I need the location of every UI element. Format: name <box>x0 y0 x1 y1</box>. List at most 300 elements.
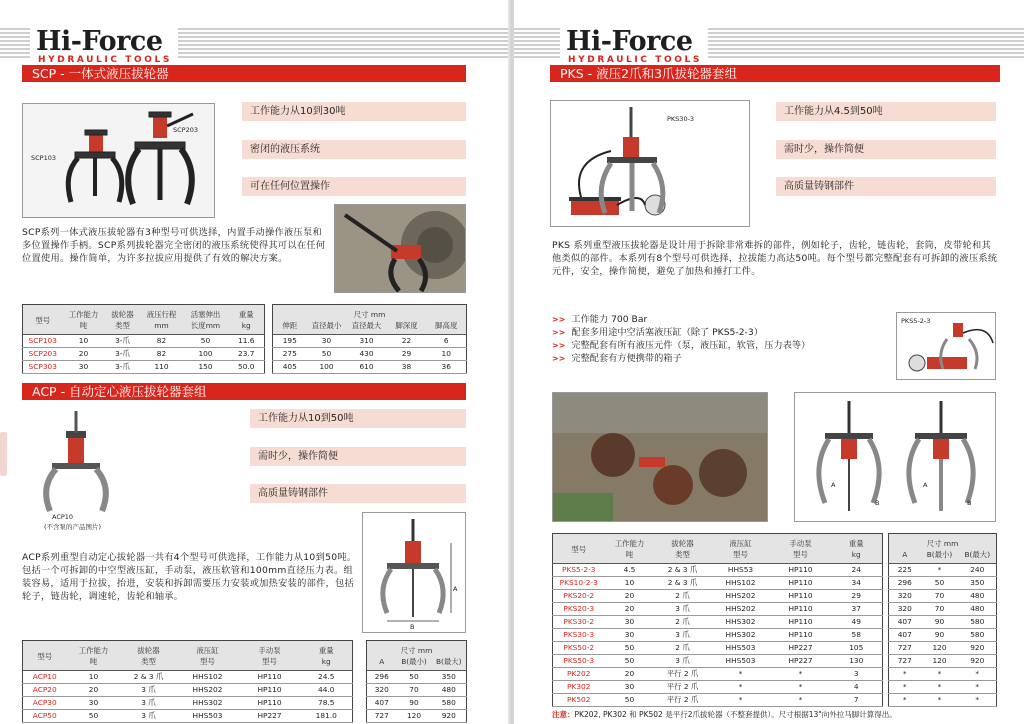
pks-th-weight: 重量 kg <box>831 534 883 564</box>
table-row <box>889 642 997 655</box>
left-page <box>0 0 510 724</box>
table-cell: 11.6 <box>229 335 265 348</box>
table-cell: HP110 <box>771 564 831 577</box>
list-item <box>552 352 892 365</box>
table-cell: 2 & 3 爪 <box>655 577 711 590</box>
table-row <box>23 671 353 684</box>
table-cell: 4 <box>831 681 883 694</box>
table-row <box>553 603 883 616</box>
table-cell: 580 <box>959 629 997 642</box>
bullet-arrow-icon: >> <box>552 354 566 363</box>
table-cell: HHS202 <box>711 590 771 603</box>
table-cell: 240 <box>959 564 997 577</box>
table-cell: 407 <box>367 697 397 710</box>
acp-th-type: 拔轮器 类型 <box>121 641 177 671</box>
table-cell: 30 <box>605 629 655 642</box>
table-cell: 平行 2 爪 <box>655 668 711 681</box>
table-cell: 580 <box>432 697 467 710</box>
acp-th-pump: 手动泵 型号 <box>239 641 301 671</box>
table-cell: 320 <box>889 603 921 616</box>
model-cell: PK302 <box>553 681 605 694</box>
table-row <box>367 684 467 697</box>
scp-feature-2: 密闭的液压系统 <box>242 140 466 159</box>
table-cell: 120 <box>921 642 959 655</box>
brand-tagline: HYDRAULIC TOOLS <box>568 55 702 65</box>
table-cell: 78.5 <box>301 697 353 710</box>
model-cell: ACP30 <box>23 697 67 710</box>
table-cell: HHS202 <box>177 684 239 697</box>
table-cell: 50 <box>605 655 655 668</box>
acp-dim-th: B(最小) <box>397 656 432 671</box>
pks-th-capacity: 工作能力 吨 <box>605 534 655 564</box>
table-cell: 24.5 <box>301 671 353 684</box>
table-cell: 3 爪 <box>121 697 177 710</box>
table-cell: 480 <box>959 603 997 616</box>
table-cell: 70 <box>397 684 432 697</box>
model-cell: ACP50 <box>23 710 67 723</box>
table-cell: 29 <box>387 348 427 361</box>
acp-product-photo <box>22 407 132 533</box>
table-cell: 320 <box>367 684 397 697</box>
table-cell: HP227 <box>771 642 831 655</box>
table-cell: 30 <box>307 335 347 348</box>
pks-feature-2: 需时少，操作简便 <box>776 140 996 159</box>
table-cell: HHS102 <box>711 577 771 590</box>
pks-section-title: PKS - 液压2爪和3爪拔轮器套组 <box>550 65 1000 82</box>
table-cell: 405 <box>273 361 307 374</box>
table-cell: 296 <box>889 577 921 590</box>
table-cell: 30 <box>63 361 105 374</box>
bullet-arrow-icon: >> <box>552 315 566 324</box>
table-cell: * <box>921 668 959 681</box>
model-cell: PKS10-2-3 <box>553 577 605 590</box>
table-cell: 7 <box>831 694 883 707</box>
acp-dimension-diagram <box>362 512 466 633</box>
pks-product-photo <box>550 100 750 227</box>
scp-dimension-table <box>272 304 467 374</box>
acp-th-model: 型号 <box>23 641 67 671</box>
acp-dim-th: A <box>367 656 397 671</box>
table-row <box>23 684 353 697</box>
table-cell: 150 <box>183 361 229 374</box>
diagram-label-b-2: B <box>967 499 972 507</box>
scp-feature-3: 可在任何位置操作 <box>242 177 466 196</box>
table-cell: 90 <box>397 697 432 710</box>
table-cell: 3-爪 <box>105 348 141 361</box>
diagram-label-a: A <box>831 481 836 489</box>
table-cell: 22 <box>387 335 427 348</box>
table-cell: HP227 <box>771 655 831 668</box>
table-cell: 3 爪 <box>655 655 711 668</box>
table-cell: 610 <box>347 361 387 374</box>
table-cell: 110 <box>141 361 183 374</box>
table-cell: 480 <box>432 684 467 697</box>
table-cell: 90 <box>921 629 959 642</box>
list-item <box>552 339 892 352</box>
bullet-text: 工作能力 700 Bar <box>571 314 648 325</box>
table-cell: 727 <box>889 655 921 668</box>
table-cell: 430 <box>347 348 387 361</box>
table-cell: HHS302 <box>711 629 771 642</box>
table-cell: 20 <box>67 684 121 697</box>
table-row <box>553 616 883 629</box>
acp-description: ACP系列重型自动定心拔轮器一共有4个型号可供选择，工作能力从10到50吨。包括一个可拆卸的中空型液压缸，手动泵，液压软管和100mm直径压力表。组装容易，适用于拉拔，抬进，安装和拆卸需要压力安装或加热安装的部件，包括轮子，链齿轮，调速轮，齿轮和轴承。 <box>22 552 357 602</box>
model-cell: ACP20 <box>23 684 67 697</box>
table-cell: 34 <box>831 577 883 590</box>
pks5-2-3-label: PKS5-2-3 <box>901 317 931 325</box>
table-cell: HP110 <box>239 671 301 684</box>
left-page-tab[interactable] <box>0 432 7 476</box>
bullet-arrow-icon: >> <box>552 328 566 337</box>
note-label: 注意： <box>552 710 575 719</box>
table-row <box>23 361 265 374</box>
table-cell: HP110 <box>239 684 301 697</box>
pks-dim-group-header: 尺寸 mm <box>889 534 997 550</box>
table-cell: 90 <box>921 616 959 629</box>
model-cell: PKS20-3 <box>553 603 605 616</box>
table-cell: * <box>889 694 921 707</box>
table-cell: 38 <box>387 361 427 374</box>
brand-logo <box>560 28 708 65</box>
table-cell: 10 <box>605 577 655 590</box>
table-row <box>889 616 997 629</box>
table-cell: 30 <box>67 697 121 710</box>
table-row <box>889 590 997 603</box>
table-cell: 130 <box>831 655 883 668</box>
bullet-arrow-icon: >> <box>552 341 566 350</box>
model-cell: ACP10 <box>23 671 67 684</box>
pks5-2-3-photo <box>896 312 996 380</box>
table-cell: 50 <box>67 710 121 723</box>
scp-th-capacity: 工作能力 吨 <box>63 305 105 335</box>
table-cell: 50 <box>397 671 432 684</box>
scp-spec-table <box>22 304 265 374</box>
model-cell: PKS30-2 <box>553 616 605 629</box>
table-row <box>889 668 997 681</box>
table-cell: HP227 <box>239 710 301 723</box>
model-cell: SCP103 <box>23 335 63 348</box>
table-row <box>553 642 883 655</box>
table-cell: * <box>921 694 959 707</box>
pks-dimension-diagrams <box>794 392 996 522</box>
table-cell: 3 <box>831 668 883 681</box>
diagram-label-a: A <box>453 585 458 593</box>
table-cell: 2 爪 <box>655 616 711 629</box>
table-cell: HP110 <box>771 629 831 642</box>
table-row <box>367 697 467 710</box>
acp-feature-3: 高质量铸钢部件 <box>250 484 466 503</box>
pks-dim-th: B(最小) <box>921 549 959 564</box>
table-cell: * <box>921 564 959 577</box>
table-row <box>553 590 883 603</box>
table-row <box>367 710 467 723</box>
bullet-text: 完整配套有方便携带的箱子 <box>571 353 682 364</box>
model-cell: SCP303 <box>23 361 63 374</box>
pks30-3-label: PKS30-3 <box>667 115 695 123</box>
scp-dim-th: 直径最小 <box>307 320 347 335</box>
table-row <box>553 577 883 590</box>
table-row <box>889 655 997 668</box>
table-cell: 6 <box>427 335 467 348</box>
table-cell: 50 <box>921 577 959 590</box>
table-cell: 407 <box>889 629 921 642</box>
table-cell: HHS503 <box>711 655 771 668</box>
diagram-label-b: B <box>410 623 415 631</box>
table-row <box>553 655 883 668</box>
brand-name: Hi-Force <box>566 26 693 57</box>
table-cell: HHS302 <box>177 697 239 710</box>
pks-dimension-table <box>888 533 997 707</box>
table-cell: 480 <box>959 590 997 603</box>
table-cell: HP110 <box>771 577 831 590</box>
table-cell: HHS202 <box>711 603 771 616</box>
scp-th-extension: 活塞伸出 长度mm <box>183 305 229 335</box>
table-cell: * <box>711 694 771 707</box>
pks-feature-3: 高质量铸钢部件 <box>776 177 996 196</box>
table-cell: 10 <box>67 671 121 684</box>
pks-dim-th: A <box>889 549 921 564</box>
brand-tagline: HYDRAULIC TOOLS <box>38 55 172 65</box>
table-cell: HHS503 <box>711 642 771 655</box>
pks-th-type: 拔轮器 类型 <box>655 534 711 564</box>
table-cell: * <box>959 694 997 707</box>
pks-description: PKS 系列重型液压拔轮器是设计用于拆除非常难拆的部件，例如轮子，齿轮，链齿轮，套筒，皮带轮和其他类似的部件。本系列有8个型号可供选择，拉拔能力高达50吨。每个型号都完整配套有可拆卸的液压系统元件，安全，操作简便，避免了加热和捶打工件。 <box>552 240 998 277</box>
scp203-label: SCP203 <box>173 126 198 134</box>
table-cell: 50 <box>183 335 229 348</box>
table-cell: 120 <box>397 710 432 723</box>
pks-th-model: 型号 <box>553 534 605 564</box>
table-row <box>889 564 997 577</box>
table-cell: 49 <box>831 616 883 629</box>
table-cell: 407 <box>889 616 921 629</box>
acp-spec-table <box>22 640 353 723</box>
table-cell: 920 <box>959 655 997 668</box>
acp-dim-group-header: 尺寸 mm <box>367 641 467 657</box>
table-cell: 50 <box>605 694 655 707</box>
table-cell: 105 <box>831 642 883 655</box>
table-cell: * <box>711 681 771 694</box>
table-cell: * <box>711 668 771 681</box>
table-cell: * <box>959 668 997 681</box>
table-cell: 920 <box>432 710 467 723</box>
table-cell: 2 & 3 爪 <box>655 564 711 577</box>
table-row <box>23 697 353 710</box>
table-row <box>273 335 467 348</box>
table-cell: * <box>771 668 831 681</box>
table-row <box>23 348 265 361</box>
table-row <box>553 564 883 577</box>
scp-dim-th: 脚高度 <box>427 320 467 335</box>
scp-description: SCP系列一体式液压拔轮器有3种型号可供选择，内置手动操作液压泵和多位置操作手柄。SCP系列拔轮器完全密闭的液压系统使得其可以在任何位置使用。操作简单，为许多拉拔应用提供了有效的解决方案。 <box>22 227 326 264</box>
table-cell: 50 <box>307 348 347 361</box>
table-cell: 4.5 <box>605 564 655 577</box>
table-cell: * <box>889 668 921 681</box>
scp-dim-group-header: 尺寸 mm <box>273 305 467 321</box>
table-cell: 50.0 <box>229 361 265 374</box>
bullet-text: 配套多用途中空活塞液压缸（除了 PKS5-2-3） <box>571 327 763 338</box>
table-row <box>553 668 883 681</box>
table-cell: 3 爪 <box>121 684 177 697</box>
table-cell: 20 <box>605 603 655 616</box>
scp-th-model: 型号 <box>23 305 63 335</box>
model-cell: PKS50-2 <box>553 642 605 655</box>
table-cell: 727 <box>889 642 921 655</box>
acp-feature-1: 工作能力从10到50吨 <box>250 409 466 428</box>
table-cell: HP110 <box>771 616 831 629</box>
table-cell: * <box>771 681 831 694</box>
table-cell: HP110 <box>771 590 831 603</box>
table-cell: HHS302 <box>711 616 771 629</box>
table-cell: 2 爪 <box>655 642 711 655</box>
table-row <box>889 694 997 707</box>
table-cell: 10 <box>427 348 467 361</box>
table-cell: 3 爪 <box>655 629 711 642</box>
scp-product-photo <box>22 103 215 218</box>
table-row <box>553 694 883 707</box>
table-cell: 2 & 3 爪 <box>121 671 177 684</box>
acp10-label: ACP10 <box>52 513 74 521</box>
model-cell: PKS20-2 <box>553 590 605 603</box>
table-cell: * <box>889 681 921 694</box>
table-cell: 23.7 <box>229 348 265 361</box>
table-cell: 181.0 <box>301 710 353 723</box>
pks-footnote <box>552 709 1012 720</box>
brand-logo <box>30 28 178 65</box>
table-row <box>273 348 467 361</box>
table-cell: 275 <box>273 348 307 361</box>
acp-photo-caption: (不含泵的产品图片) <box>44 523 102 531</box>
model-cell: PKS50-3 <box>553 655 605 668</box>
table-cell: * <box>921 681 959 694</box>
table-cell: 20 <box>63 348 105 361</box>
table-cell: 20 <box>605 668 655 681</box>
acp-th-weight: 重量 kg <box>301 641 353 671</box>
model-cell: PK202 <box>553 668 605 681</box>
pks-th-cylinder: 液压缸 型号 <box>711 534 771 564</box>
pks-application-photo <box>552 392 768 522</box>
table-cell: * <box>959 681 997 694</box>
diagram-label-a-2: A <box>923 481 928 489</box>
acp-dim-th: B(最大) <box>432 656 467 671</box>
scp103-label: SCP103 <box>31 154 56 162</box>
table-cell: 30 <box>605 616 655 629</box>
acp-section-title: ACP - 自动定心液压拔轮器套组 <box>22 383 466 400</box>
table-row <box>553 681 883 694</box>
pks-feature-1: 工作能力从4.5到50吨 <box>776 102 996 121</box>
model-cell: PKS30-3 <box>553 629 605 642</box>
bullet-text: 完整配套有所有液压元件（泵，液压缸，软管，压力表等） <box>571 340 811 351</box>
table-cell: 70 <box>921 603 959 616</box>
model-cell: PKS5-2-3 <box>553 564 605 577</box>
table-cell: 310 <box>347 335 387 348</box>
table-cell: 100 <box>307 361 347 374</box>
table-row <box>889 681 997 694</box>
table-cell: 3-爪 <box>105 361 141 374</box>
pks-th-pump: 手动泵 型号 <box>771 534 831 564</box>
table-cell: 225 <box>889 564 921 577</box>
scp-dim-th: 直径最大 <box>347 320 387 335</box>
table-row <box>23 335 265 348</box>
pks-dim-th: B(最大) <box>959 549 997 564</box>
table-cell: 平行 2 爪 <box>655 681 711 694</box>
table-cell: 44.0 <box>301 684 353 697</box>
table-cell: 195 <box>273 335 307 348</box>
table-cell: * <box>771 694 831 707</box>
table-cell: 82 <box>141 348 183 361</box>
table-row <box>889 577 997 590</box>
scp-dim-th: 脚深度 <box>387 320 427 335</box>
table-cell: 3 爪 <box>655 603 711 616</box>
acp-dimension-table <box>366 640 467 723</box>
table-cell: 727 <box>367 710 397 723</box>
table-cell: 平行 2 爪 <box>655 694 711 707</box>
note-text: PK202, PK302 和 PK502 是平行2爪拔轮器（不整套提供）。尺寸根据13"向外拉马脚计算得出。 <box>574 710 897 719</box>
table-cell: HHS503 <box>177 710 239 723</box>
table-cell: HP110 <box>239 697 301 710</box>
table-cell: 82 <box>141 335 183 348</box>
acp-th-cylinder: 液压缸 型号 <box>177 641 239 671</box>
pks-feature-list <box>552 313 892 365</box>
table-row <box>367 671 467 684</box>
scp-application-photo <box>334 204 466 293</box>
diagram-label-b: B <box>875 499 880 507</box>
table-cell: 2 爪 <box>655 590 711 603</box>
table-cell: HHS102 <box>177 671 239 684</box>
scp-section-title: SCP - 一体式液压拔轮器 <box>22 65 466 82</box>
table-cell: 3 爪 <box>121 710 177 723</box>
right-page <box>514 0 1024 724</box>
pks-spec-table <box>552 533 883 707</box>
table-row <box>889 629 997 642</box>
scp-th-weight: 重量 kg <box>229 305 265 335</box>
table-row <box>553 629 883 642</box>
brand-name: Hi-Force <box>36 26 163 57</box>
list-item <box>552 326 892 339</box>
table-cell: 120 <box>921 655 959 668</box>
table-row <box>889 603 997 616</box>
model-cell: PK502 <box>553 694 605 707</box>
scp-feature-1: 工作能力从10到30吨 <box>242 102 466 121</box>
table-row <box>23 710 353 723</box>
acp-th-capacity: 工作能力 吨 <box>67 641 121 671</box>
scp-th-type: 拔轮器 类型 <box>105 305 141 335</box>
table-cell: 58 <box>831 629 883 642</box>
table-cell: 320 <box>889 590 921 603</box>
table-cell: 3-爪 <box>105 335 141 348</box>
table-cell: 350 <box>432 671 467 684</box>
table-cell: 296 <box>367 671 397 684</box>
table-cell: 10 <box>63 335 105 348</box>
table-cell: HP110 <box>771 603 831 616</box>
table-cell: 20 <box>605 590 655 603</box>
list-item <box>552 313 892 326</box>
table-cell: 580 <box>959 616 997 629</box>
scp-th-stroke: 液压行程 mm <box>141 305 183 335</box>
table-cell: 37 <box>831 603 883 616</box>
table-cell: 100 <box>183 348 229 361</box>
table-cell: 50 <box>605 642 655 655</box>
acp-feature-2: 需时少，操作简便 <box>250 447 466 466</box>
scp-dim-th: 伸距 <box>273 320 307 335</box>
model-cell: SCP203 <box>23 348 63 361</box>
table-cell: 70 <box>921 590 959 603</box>
table-cell: HHS53 <box>711 564 771 577</box>
table-row <box>273 361 467 374</box>
table-cell: 30 <box>605 681 655 694</box>
table-cell: 36 <box>427 361 467 374</box>
table-cell: 920 <box>959 642 997 655</box>
table-cell: 29 <box>831 590 883 603</box>
